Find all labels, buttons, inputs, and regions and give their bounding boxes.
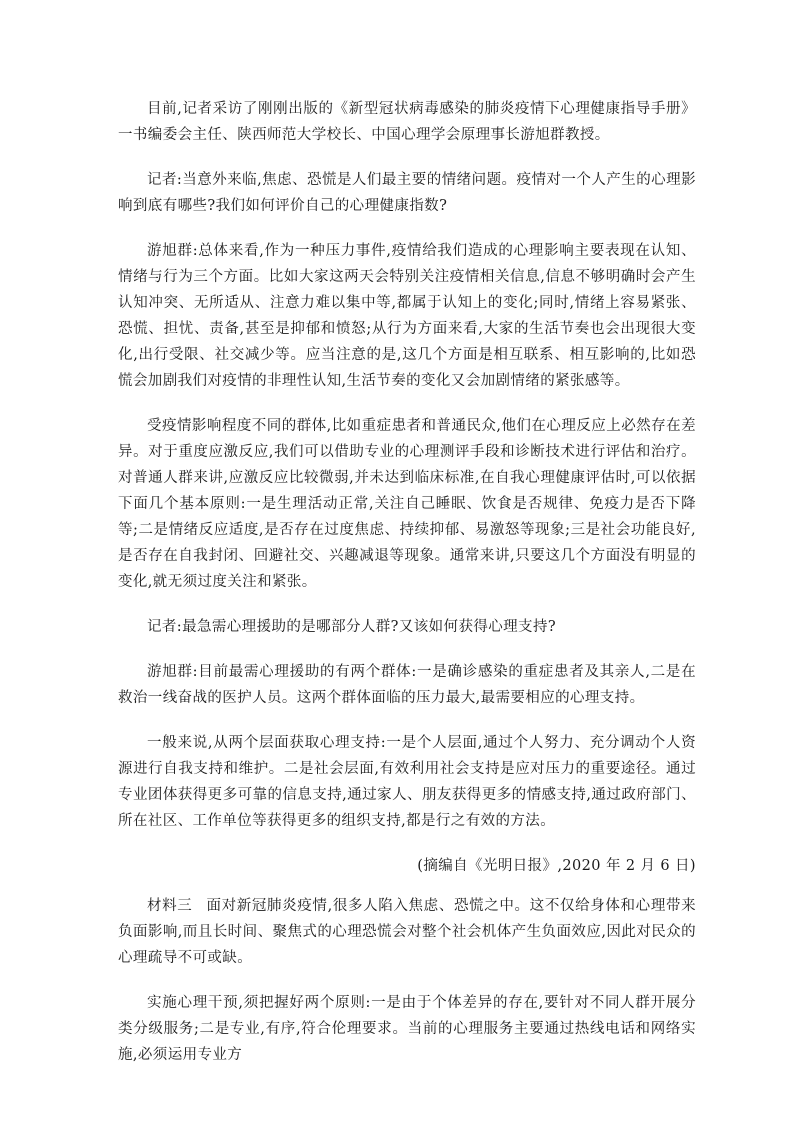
paragraph-answer-4: 一般来说,从两个层面获取心理支持:一是个人层面,通过个人努力、充分调动个人资源进行自我支持和维护。二是社会层面,有效利用社会支持是应对压力的重要途径。通过专业团体获得更多可靠的信息支持,通过家人、朋友获得更多的情感支持,通过政府部门、所在社区、工作单位等获得更多的组织支持,都是行之有效的方法。 (118, 735, 696, 829)
source-citation: (摘编自《光明日报》,2020 年 2 月 6 日) (417, 858, 696, 874)
paragraph-last: 实施心理干预,须把握好两个原则:一是由于个体差异的存在,要针对不同人群开展分类分级服务;二是专业,有序,符合伦理要求。当前的心理服务主要通过热线电话和网络实施,必须运用专业方 (118, 995, 696, 1063)
material-label: 材料三 (147, 898, 193, 914)
paragraph-reporter-question-1: 记者:当意外来临,焦虑、恐慌是人们最主要的情绪问题。疫情对一个人产生的心理影响到底有哪些?我们如何评价自己的心理健康指数? (118, 172, 696, 214)
paragraph-intro: 目前,记者采访了刚刚出版的《新型冠状病毒感染的肺炎疫情下心理健康指导手册》一书编委会主任、陕西师范大学校长、中国心理学会原理事长游旭群教授。 (118, 101, 696, 143)
document-page (118, 96, 696, 1087)
material-text: 面对新冠肺炎疫情,很多人陷入焦虑、恐慌之中。这不仅给身体和心理带来负面影响,而且长时间、聚焦式的心理恐慌会对整个社会机体产生负面效应,因此对民众的心理疏导不可或缺。 (118, 898, 697, 966)
paragraph-material-3 (118, 893, 696, 971)
paragraph-answer-1: 游旭群:总体来看,作为一种压力事件,疫情给我们造成的心理影响主要表现在认知、情绪与行为三个方面。比如大家这两天会特别关注疫情相关信息,信息不够明确时会产生认知冲突、无所适从、注意力难以集中等,都属于认知上的变化;同时,情绪上容易紧张、恐慌、担忧、责备,甚至是抑郁和愤怒;从行为方面来看,大家的生活节奏也会出现很大变化,出行受限、社交减少等。应当注意的是,这几个方面是相互联系、相互影响的,比如恐慌会加剧我们对疫情的非理性认知,生活节奏的变化又会加剧情绪的紧张感等。 (118, 243, 696, 389)
paragraph-answer-2: 受疫情影响程度不同的群体,比如重症患者和普通民众,他们在心理反应上必然存在差异。对于重度应激反应,我们可以借助专业的心理测评手段和诊断技术进行评估和治疗。对普通人群来讲,应激反应比较微弱,并未达到临床标准,在自我心理健康评估时,可以依据下面几个基本原则:一是生理活动正常,关注自己睡眠、饮食是否规律、免疫力是否下降等;二是情绪反应适度,是否存在过度焦虑、持续抑郁、易激怒等现象;三是社会功能良好,是否存在自我封闭、回避社交、兴趣减退等现象。通常来讲,只要这几个方面没有明显的变化,就无须过度关注和紧张。 (118, 418, 696, 590)
paragraph-reporter-question-2: 记者:最急需心理援助的是哪部分人群?又该如何获得心理支持? (147, 619, 557, 635)
paragraph-answer-3: 游旭群:目前最需心理援助的有两个群体:一是确诊感染的重症患者及其亲人,二是在救治一线奋战的医护人员。这两个群体面临的压力最大,最需要相应的心理支持。 (118, 664, 696, 706)
